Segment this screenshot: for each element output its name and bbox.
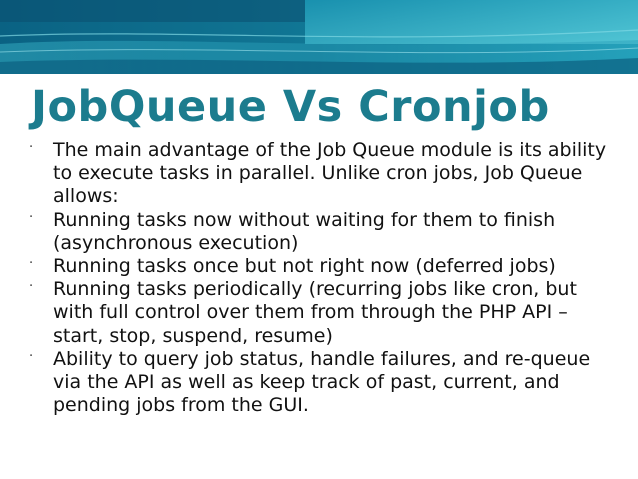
bullet-marker: ·: [29, 279, 34, 295]
bullet-item: [27, 255, 607, 278]
bullet-item: [27, 278, 607, 348]
bullet-text: The main advantage of the Job Queue module is its ability to execute tasks in parallel. Unlike cron jobs, Job Queue allows:: [53, 139, 607, 208]
header-banner: [0, 0, 638, 74]
bullet-item: [27, 139, 607, 209]
bullet-text: Ability to query job status, handle failures, and re-queue via the API as well as keep track of past, current, and pending jobs from the GUI.: [53, 347, 591, 417]
bullet-text: Running tasks periodically (recurring jobs like cron, but with full control over them from through the PHP API – start, stop, suspend, resume): [53, 278, 577, 347]
bullet-text: Running tasks once but not right now (deferred jobs): [53, 255, 556, 278]
bullet-marker: ·: [29, 140, 34, 155]
bullet-list: [27, 139, 607, 417]
bullet-item: [27, 348, 607, 418]
slide-title: JobQueue Vs Cronjob: [31, 82, 550, 132]
bullet-marker: ·: [29, 348, 34, 364]
bullet-text: Running tasks now without waiting for them to finish (asynchronous execution): [53, 208, 556, 254]
bullet-item: [27, 209, 607, 255]
bullet-marker: ·: [29, 256, 34, 272]
bullet-marker: ·: [29, 209, 34, 225]
